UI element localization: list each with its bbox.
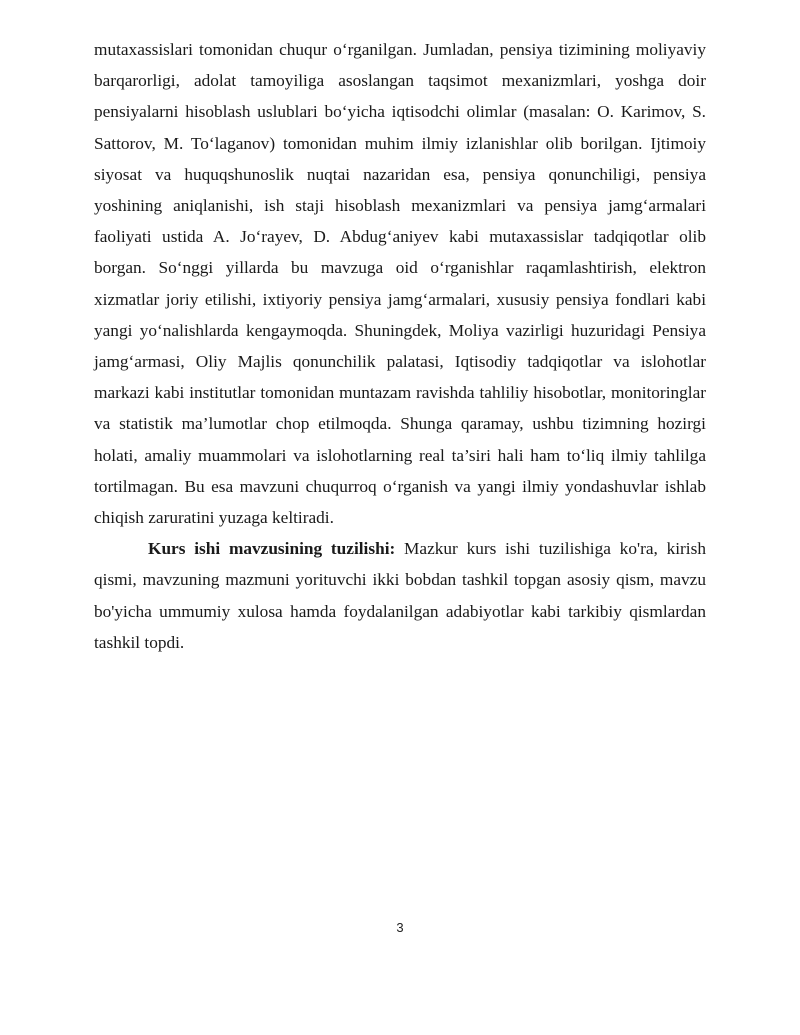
paragraph-literature-review: mutaxassislari tomonidan chuqur o‘rganilgan. Jumladan, pensiya tizimining moliyaviy barqarorligi, adolat tamoyiliga asoslangan taqsimot mexanizmlari, yoshga doir pensiyalarni hisoblash uslublari bo‘yicha iqtisodchi olimlar (masalan: O. Karimov, S. Sattorov, M. To‘laganov) tomonidan muhim ilmiy izlanishlar olib borilgan. Ijtimoiy siyosat va huquqshunoslik nuqtai nazaridan esa, pensiya qonunchiligi, pensiya yoshining aniqlanishi, ish staji hisoblash mexanizmlari va pensiya jamg‘armalari faoliyati ustida A. Jo‘rayev, D. Abdug‘aniyev kabi mutaxassislar tadqiqotlar olib borgan. So‘nggi yillarda bu mavzuga oid o‘rganishlar raqamlashtirish, elektron xizmatlar joriy etilishi, ixtiyoriy pensiya jamg‘armalari, xususiy pensiya fondlari kabi yangi yo‘nalishlarda kengaymoqda. Shuningdek, Moliya vazirligi huzuridagi Pensiya jamg‘armasi, Oliy Majlis qonunchilik palatasi, Iqtisodiy tadqiqotlar va islohotlar markazi kabi institutlar tomonidan muntazam ravishda tahliliy hisobotlar, monitoringlar va statistik ma’lumotlar chop etilmoqda. Shunga qaramay, ushbu tizimning hozirgi holati, amaliy muammolari va islohotlarning real ta’siri hali ham to‘liq ilmiy tahlilga tortilmagan. Bu esa mavzuni chuqurroq o‘rganish va yangi ilmiy yondashuvlar ishlab chiqish zaruratini yuzaga keltiradi.: [94, 40, 706, 528]
structure-body-text: Mazkur kurs ishi tuzilishiga ko'ra, kirish qismi, mavzuning mazmuni yorituvchi ikki bobdan tashkil topgan asosiy qism, mavzu bo'yicha ummumiy xulosa hamda foydalanilgan adabiyotlar kabi tarkibiy qismlardan tashkil topdi.: [94, 539, 706, 652]
paragraph-structure: [94, 533, 706, 658]
body-text: [94, 34, 706, 658]
structure-heading-lead: Kurs ishi mavzusining tuzilishi:: [148, 539, 396, 559]
page-number: 3: [396, 920, 404, 935]
